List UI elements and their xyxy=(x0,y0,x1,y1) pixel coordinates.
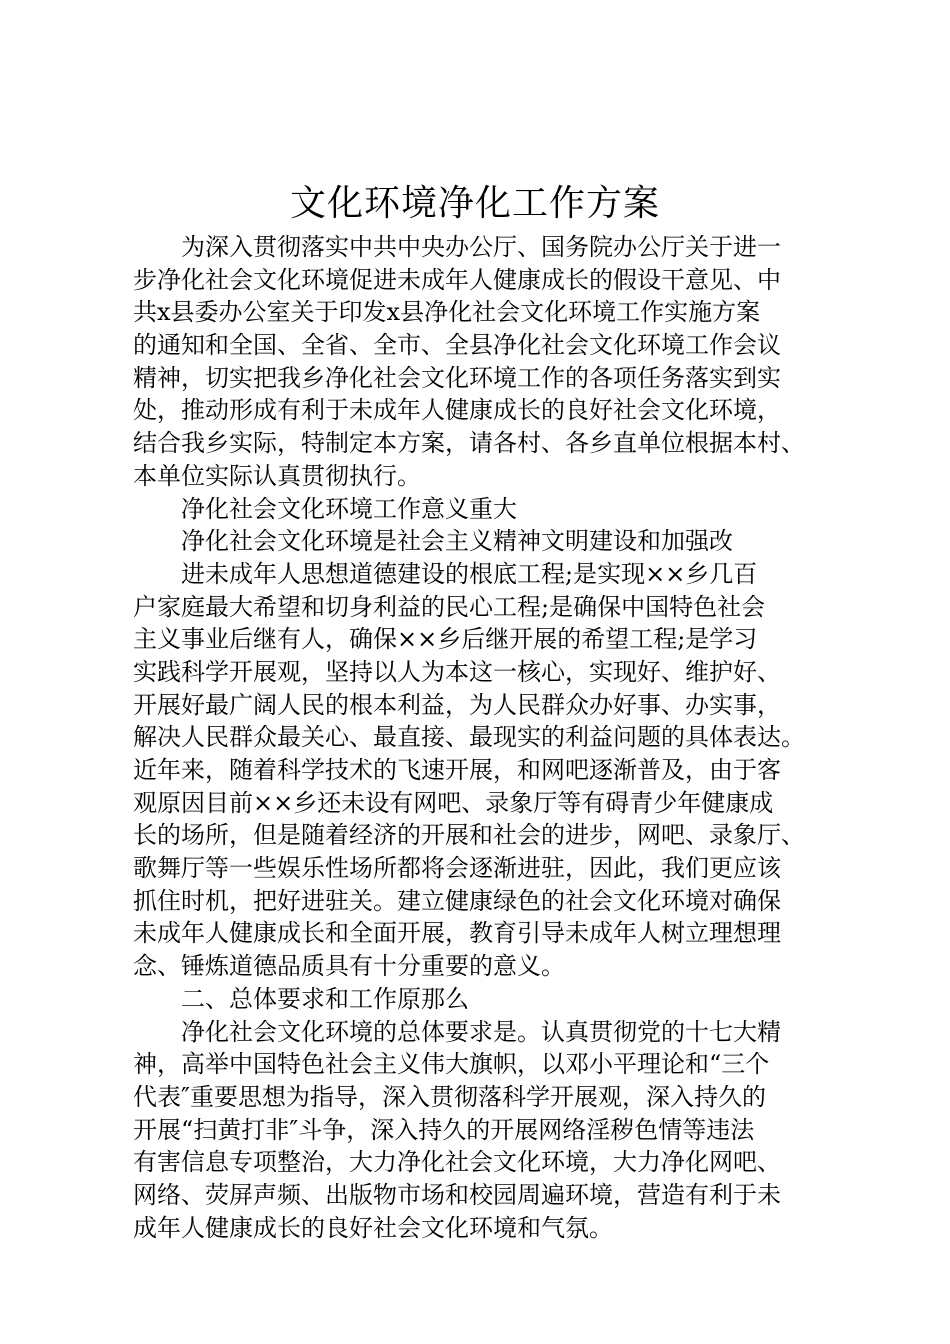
paragraph-line: 开展好最广阔人民的根本利益，为人民群众办好事、办实事， xyxy=(133,690,781,719)
paragraph-line: 本单位实际认真贯彻执行。 xyxy=(133,461,421,490)
paragraph-line: 处，推动形成有利于未成年人健康成长的良好社会文化环境， xyxy=(133,396,781,425)
paragraph-line: 结合我乡实际，特制定本方案，请各村、各乡直单位根据本村、 xyxy=(133,429,805,458)
document-body xyxy=(133,231,853,1244)
paragraph-line: 主义事业后继有人，确保××乡后继开展的希望工程;是学习 xyxy=(133,625,758,654)
paragraph-line: 神，高举中国特色社会主义伟大旗帜，以邓小平理论和“三个 xyxy=(133,1050,770,1079)
paragraph-line: 观原因目前××乡还未设有网吧、录象厅等有碍青少年健康成 xyxy=(133,788,774,817)
paragraph-line: 未成年人健康成长和全面开展，教育引导未成年人树立理想理 xyxy=(133,919,781,948)
paragraph-line: 网络、荧屏声频、出版物市场和校园周遍环境，营造有利于未 xyxy=(133,1180,781,1209)
paragraph-line: 代表″重要思想为指导，深入贯彻落科学开展观，深入持久的 xyxy=(133,1082,766,1111)
document-title: 文化环境净化工作方案 xyxy=(289,183,660,224)
section-heading: 净化社会文化环境工作意义重大 xyxy=(181,494,517,523)
paragraph-line: 念、锤炼道德品质具有十分重要的意义。 xyxy=(133,952,565,981)
paragraph-line: 歌舞厅等一些娱乐性场所都将会逐渐进驻，因此，我们更应该 xyxy=(133,854,781,883)
section-heading: 二、总体要求和工作原那么 xyxy=(181,984,469,1013)
paragraph-line: 净化社会文化环境是社会主义精神文明建设和加强改 xyxy=(181,527,733,556)
paragraph-line: 户家庭最大希望和切身利益的民心工程;是确保中国特色社会 xyxy=(133,592,766,621)
paragraph-line: 成年人健康成长的良好社会文化环境和气氛。 xyxy=(133,1213,613,1242)
paragraph-line: 净化社会文化环境的总体要求是。认真贯彻党的十七大精 xyxy=(181,1017,781,1046)
paragraph-line: 近年来，随着科学技术的飞速开展，和网吧逐渐普及，由于客 xyxy=(133,756,781,784)
paragraph-line: 精神，切实把我乡净化社会文化环境工作的各项任务落实到实 xyxy=(133,363,781,392)
paragraph-line: 进未成年人思想道德建设的根底工程;是实现××乡几百 xyxy=(181,559,758,588)
paragraph-line: 步净化社会文化环境促进未成年人健康成长的假设干意见、中 xyxy=(133,265,781,294)
paragraph-line: 为深入贯彻落实中共中央办公厅、国务院办公厅关于进一 xyxy=(181,233,781,261)
paragraph-line: 实践科学开展观，坚持以人为本这一核心，实现好、维护好、 xyxy=(133,657,781,686)
paragraph-line: 解决人民群众最关心、最直接、最现实的利益问题的具体表达。 xyxy=(133,723,805,752)
paragraph-line: 的通知和全国、全省、全市、全县净化社会文化环境工作会议 xyxy=(133,331,781,360)
paragraph-line: 共x县委办公室关于印发x县净化社会文化环境工作实施方案 xyxy=(133,298,761,327)
paragraph-line: 长的场所，但是随着经济的开展和社会的进步，网吧、录象厅、 xyxy=(133,821,805,850)
paragraph-line: 有害信息专项整治，大力净化社会文化环境，大力净化网吧、 xyxy=(133,1148,781,1177)
paragraph-line: 开展“扫黄打非″斗争，深入持久的开展网络淫秽色情等违法 xyxy=(133,1115,755,1144)
paragraph-line: 抓住时机，把好进驻关。建立健康绿色的社会文化环境对确保 xyxy=(133,886,781,915)
